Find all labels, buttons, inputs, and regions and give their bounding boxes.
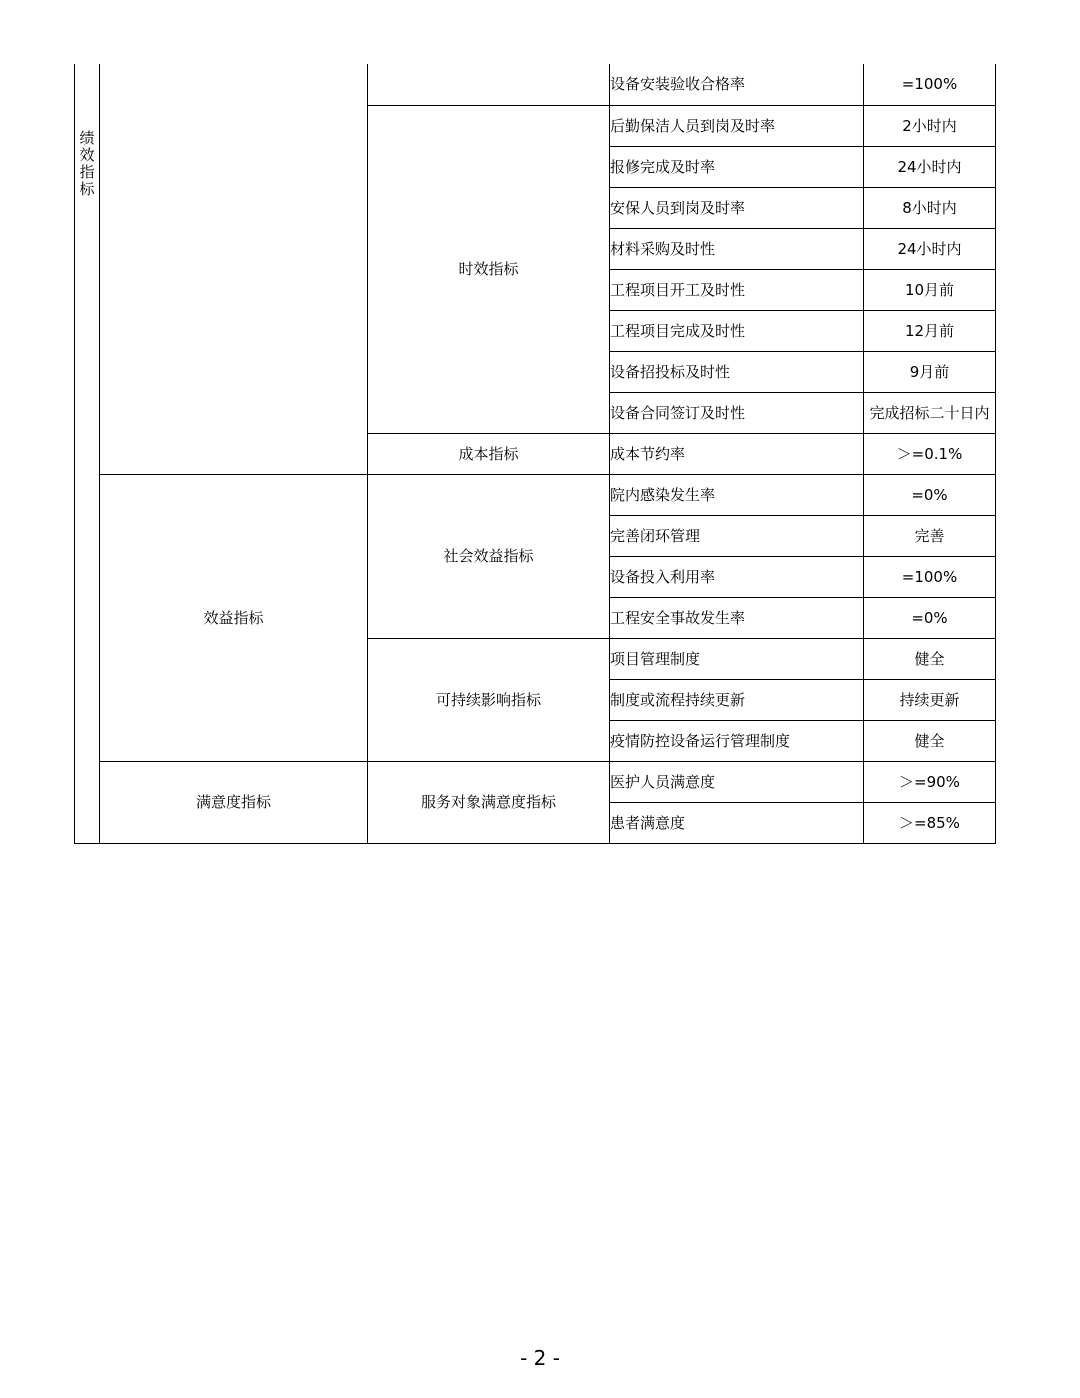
value-cell: 完成招标二十日内 xyxy=(864,392,996,433)
indicator-cell: 制度或流程持续更新 xyxy=(610,679,864,720)
value-cell: 2小时内 xyxy=(864,105,996,146)
level3-cell-social: 社会效益指标 xyxy=(368,474,610,638)
indicator-cell: 项目管理制度 xyxy=(610,638,864,679)
level2-cell-continued xyxy=(100,64,368,474)
value-cell: =0% xyxy=(864,474,996,515)
value-cell: 完善 xyxy=(864,515,996,556)
indicator-cell: 安保人员到岗及时率 xyxy=(610,187,864,228)
level3-cell-timeliness: 时效指标 xyxy=(368,105,610,433)
level3-cell-cost: 成本指标 xyxy=(368,433,610,474)
level2-cell-benefit: 效益指标 xyxy=(100,474,368,761)
value-cell: 健全 xyxy=(864,638,996,679)
value-cell: 24小时内 xyxy=(864,228,996,269)
indicator-cell: 设备投入利用率 xyxy=(610,556,864,597)
indicator-cell: 后勤保洁人员到岗及时率 xyxy=(610,105,864,146)
value-cell: =0% xyxy=(864,597,996,638)
indicator-cell: 工程项目完成及时性 xyxy=(610,310,864,351)
indicator-cell: 设备合同签订及时性 xyxy=(610,392,864,433)
level3-cell-service-satisfaction: 服务对象满意度指标 xyxy=(368,761,610,843)
level3-cell-continued xyxy=(368,64,610,105)
indicator-cell: 设备安装验收合格率 xyxy=(610,64,864,105)
table-row xyxy=(75,474,996,515)
value-cell: ＞=0.1% xyxy=(864,433,996,474)
value-cell: 12月前 xyxy=(864,310,996,351)
value-cell: =100% xyxy=(864,64,996,105)
value-cell: 持续更新 xyxy=(864,679,996,720)
value-cell: ＞=85% xyxy=(864,802,996,843)
indicator-cell: 患者满意度 xyxy=(610,802,864,843)
indicator-cell: 工程安全事故发生率 xyxy=(610,597,864,638)
value-cell: =100% xyxy=(864,556,996,597)
value-cell: ＞=90% xyxy=(864,761,996,802)
indicator-cell: 工程项目开工及时性 xyxy=(610,269,864,310)
indicator-cell: 报修完成及时率 xyxy=(610,146,864,187)
indicator-cell: 院内感染发生率 xyxy=(610,474,864,515)
indicator-cell: 医护人员满意度 xyxy=(610,761,864,802)
indicator-cell: 成本节约率 xyxy=(610,433,864,474)
value-cell: 8小时内 xyxy=(864,187,996,228)
value-cell: 健全 xyxy=(864,720,996,761)
category-label: 绩效指标 xyxy=(79,129,95,198)
indicator-cell: 完善闭环管理 xyxy=(610,515,864,556)
indicator-cell: 材料采购及时性 xyxy=(610,228,864,269)
value-cell: 10月前 xyxy=(864,269,996,310)
page-number: - 2 - xyxy=(520,1346,560,1370)
performance-indicator-table xyxy=(74,64,996,844)
table-row xyxy=(75,64,996,105)
value-cell: 9月前 xyxy=(864,351,996,392)
level2-cell-satisfaction: 满意度指标 xyxy=(100,761,368,843)
category-cell-performance xyxy=(75,64,100,843)
indicator-cell: 设备招投标及时性 xyxy=(610,351,864,392)
indicator-cell: 疫情防控设备运行管理制度 xyxy=(610,720,864,761)
value-cell: 24小时内 xyxy=(864,146,996,187)
table-row xyxy=(75,761,996,802)
level3-cell-sustain: 可持续影响指标 xyxy=(368,638,610,761)
